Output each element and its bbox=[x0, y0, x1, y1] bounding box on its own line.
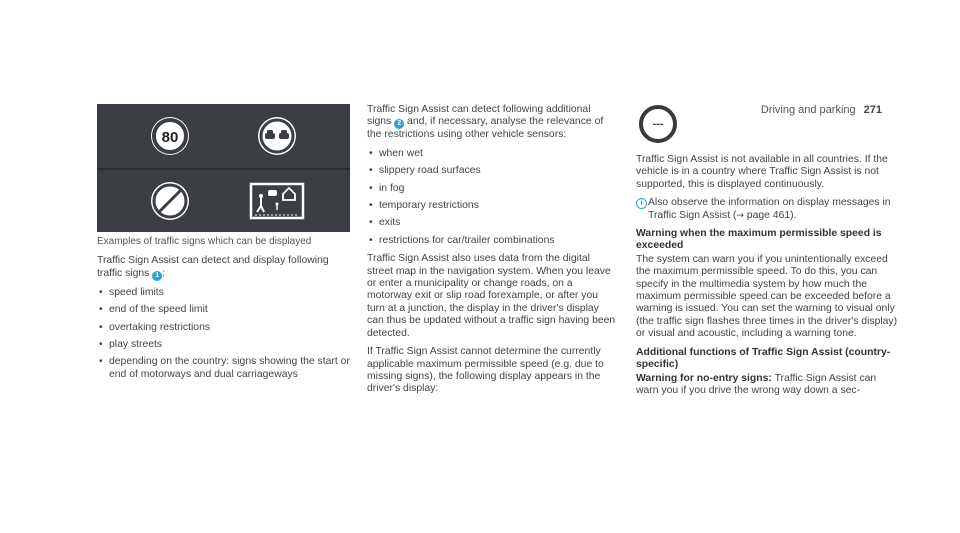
list-item: • temporary restrictions bbox=[367, 200, 617, 212]
column-middle bbox=[367, 104, 617, 402]
intro-text: Traffic Sign Assist can detect and display following traffic signs bbox=[97, 255, 329, 279]
ref-arrow-icon: → bbox=[736, 210, 744, 221]
no-entry-paragraph bbox=[636, 373, 898, 398]
list-item: • restrictions for car/trailer combinations bbox=[367, 235, 617, 247]
map-data-paragraph: Traffic Sign Assist also uses data from the digital street map in the navigation system. When you leave or enter a municipality or change roads, on a motorway exit or slip road forexample, or after you turn at a junction, the display in the driver's display can thus be updated without a traffic sign having been detected. bbox=[367, 253, 616, 339]
list-item: • in fog bbox=[367, 183, 617, 195]
list-item: • overtaking restrictions bbox=[97, 322, 353, 334]
note-end: ). bbox=[790, 209, 797, 221]
speed-limit-value: 80 bbox=[161, 129, 179, 146]
no-speed-limit-display-icon bbox=[638, 104, 678, 144]
list-item: • depending on the country: signs showing the start or end of motorways and dual carriageways bbox=[97, 356, 353, 381]
conditions-list bbox=[367, 148, 617, 247]
availability-paragraph: Traffic Sign Assist is not available in all countries. If the vehicle is in a country where Traffic Sign Assist is not supported, this is displayed continuously. bbox=[636, 154, 888, 190]
section-heading-additional-functions: Additional functions of Traffic Sign Assist (country-specific) bbox=[636, 346, 891, 371]
additional-signs-paragraph bbox=[367, 104, 617, 142]
page-number: 271 bbox=[863, 104, 882, 116]
speed-limit-sign-icon bbox=[151, 117, 189, 155]
no-entry-text: Traffic Sign Assist can warn you if you drive the wrong way down a sec- bbox=[636, 372, 877, 396]
play-street-sign-icon bbox=[251, 184, 303, 218]
info-icon: i bbox=[636, 198, 647, 209]
no-overtaking-sign-icon bbox=[258, 117, 296, 155]
figure-caption: Examples of traffic signs which can be displayed bbox=[97, 236, 312, 247]
end-of-speed-limit-sign-icon bbox=[151, 182, 189, 220]
list-item: • play streets bbox=[97, 339, 353, 351]
intro-paragraph bbox=[97, 255, 353, 280]
list-item: • end of the speed limit bbox=[97, 304, 353, 316]
sign-types-list bbox=[97, 287, 353, 381]
info-note bbox=[636, 197, 898, 222]
no-speed-symbol: --- bbox=[652, 118, 664, 130]
additional-signs-text: Traffic Sign Assist can detect following additional signs bbox=[367, 104, 591, 128]
callout-badge-1: 1 bbox=[152, 271, 162, 281]
list-item: • speed limits bbox=[97, 287, 353, 299]
additional-signs-text-cont: and, if necessary, analyse the relevance of the restrictions using other vehicle sensors: bbox=[367, 116, 604, 141]
traffic-signs-illustration bbox=[97, 104, 350, 232]
intro-colon: : bbox=[162, 267, 166, 279]
section-heading-speed-warning: Warning when the maximum permissible speed is exceeded bbox=[636, 228, 882, 252]
section-title: Driving and parking bbox=[760, 104, 856, 116]
column-right bbox=[636, 104, 898, 403]
list-item: • slippery road surfaces bbox=[367, 165, 617, 177]
note-text: Also observe the information on display messages in Traffic Sign Assist ( bbox=[648, 197, 891, 221]
speed-warning-paragraph: The system can warn you if you unintentionally exceed the maximum permissible speed. To do this, you can specify in the multimedia system by how much the maximum permissible speed can be exceeded before a warning is issued. You can set the warning to visual only (the traffic sign flashes three times in the driver's display) or visual and acoustic, including a warning tone. bbox=[636, 253, 898, 340]
column-left bbox=[97, 236, 353, 387]
page-reference-link[interactable]: page 461 bbox=[746, 209, 791, 221]
callout-badge-2: 2 bbox=[394, 119, 404, 129]
traffic-signs-figure bbox=[97, 104, 350, 232]
no-entry-heading: Warning for no-entry signs: bbox=[636, 372, 772, 384]
undetermined-speed-paragraph: If Traffic Sign Assist cannot determine the currently applicable maximum permissible speed (e.g. due to missing signs), the following display appears in the driver's display: bbox=[367, 346, 604, 395]
list-item: • when wet bbox=[367, 148, 617, 160]
list-item: • exits bbox=[367, 217, 617, 229]
